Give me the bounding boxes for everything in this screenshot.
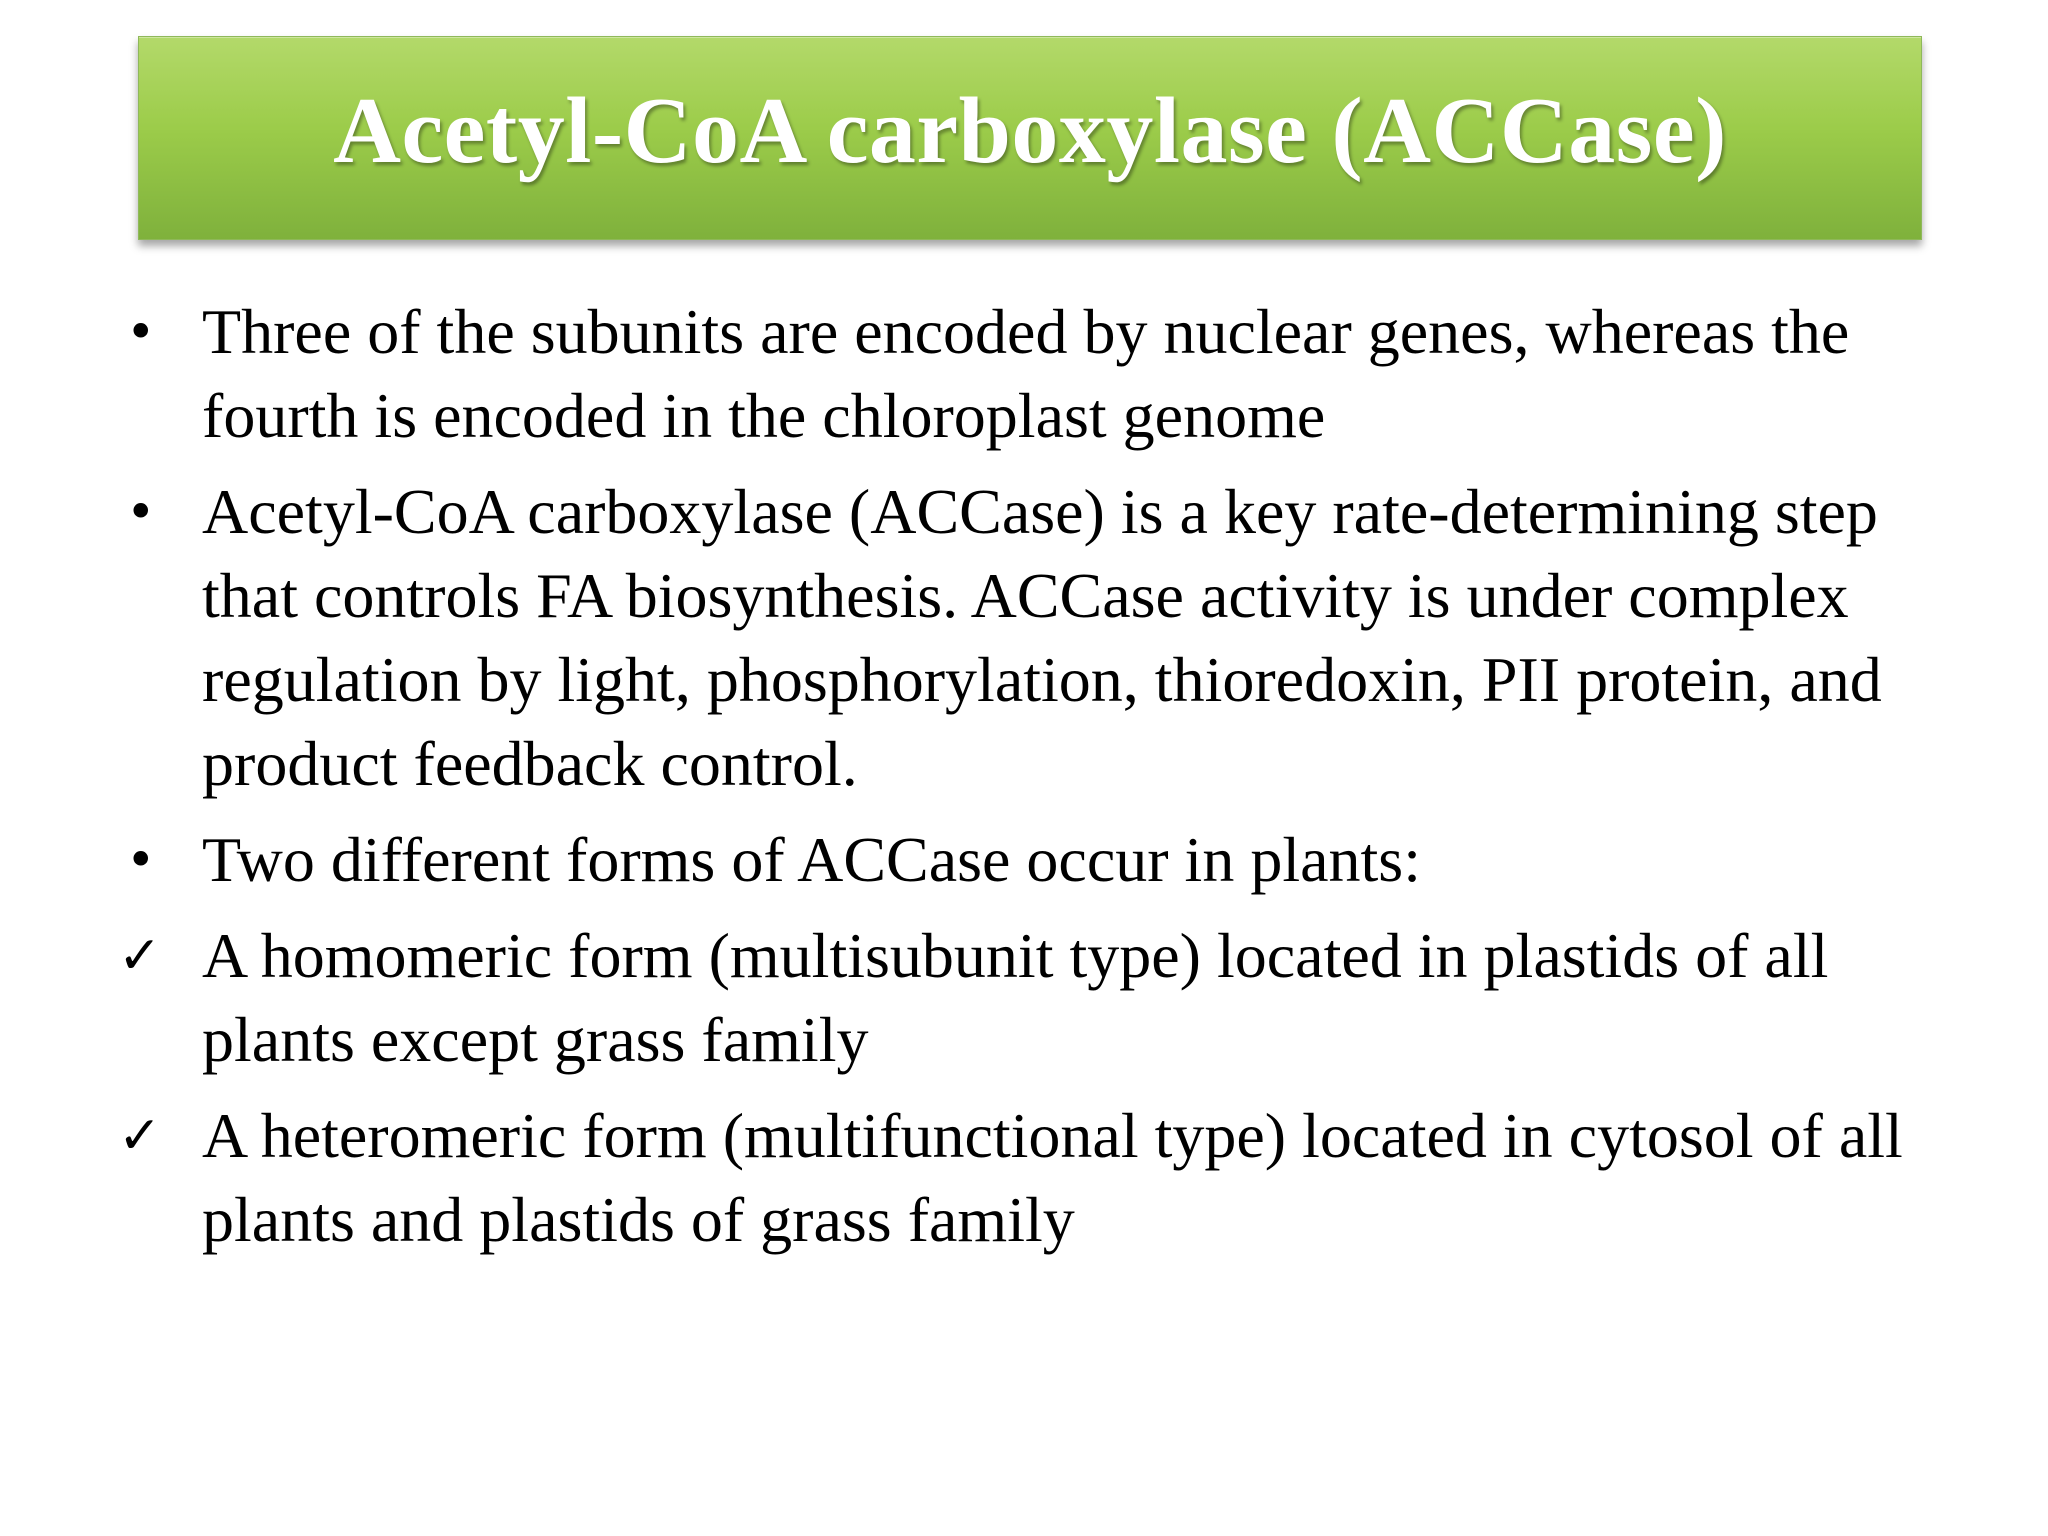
list-item-text: Three of the subunits are encoded by nuclear genes, whereas the fourth is encoded in the chloroplast genome <box>202 296 1850 451</box>
list-item <box>118 818 1948 902</box>
list-item <box>118 1094 1948 1262</box>
bullet-icon: • <box>126 303 156 361</box>
list-item <box>118 914 1948 1082</box>
checkmark-icon: ✓ <box>118 1106 162 1166</box>
checkmark-icon: ✓ <box>118 926 162 986</box>
list-item <box>118 290 1948 458</box>
title-banner <box>138 36 1922 240</box>
slide-title: Acetyl-CoA carboxylase (ACCase) <box>333 79 1727 183</box>
slide-content <box>118 290 1948 1274</box>
bullet-icon: • <box>126 831 156 889</box>
list-item-text: A heteromeric form (multifunctional type) located in cytosol of all plants and plastids of grass family <box>202 1100 1903 1255</box>
list-item-text: Two different forms of ACCase occur in plants: <box>202 824 1421 895</box>
bullet-icon: • <box>126 483 156 541</box>
list-item-text: A homomeric form (multisubunit type) located in plastids of all plants except grass family <box>202 920 1829 1075</box>
list-item <box>118 470 1948 806</box>
list-item-text: Acetyl-CoA carboxylase (ACCase) is a key rate-determining step that controls FA biosynthesis. ACCase activity is under complex regulation by light, phosphorylation, thioredoxin, PII protein, and product feedback control. <box>202 476 1882 799</box>
